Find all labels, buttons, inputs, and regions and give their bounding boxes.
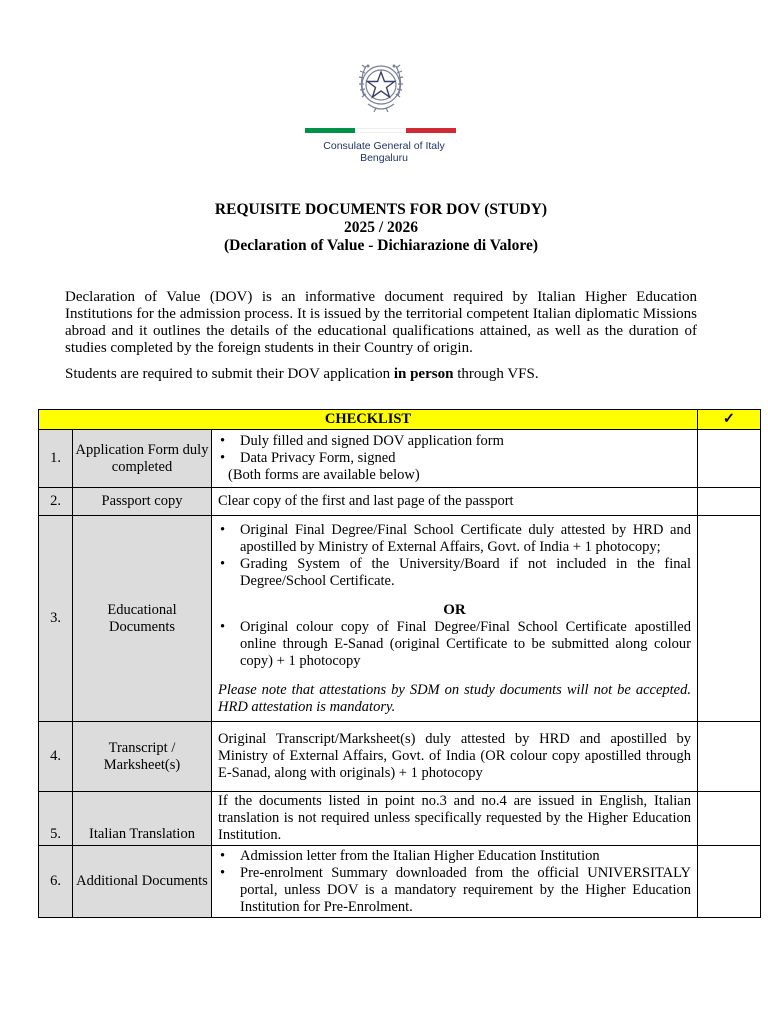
italian-flag-bar <box>305 128 456 133</box>
intro-paragraph: Declaration of Value (DOV) is an informative document required by Italian Higher Education Institutions for the admission process. It is issued by the territorial competent Italian diplomatic Missions abroad and it outlines the details of the educational qualifications attained, as well as the duration of studies completed by the foreign students in their Country of origin. <box>65 289 697 356</box>
consulate-name: Consulate General of Italy <box>323 140 445 152</box>
bullet-item: • Data Privacy Form, signed <box>218 450 691 467</box>
bullet-list <box>218 522 691 590</box>
tick-header-icon: ✓ <box>698 410 761 430</box>
row-number: 4. <box>39 722 73 792</box>
row-content <box>212 430 698 488</box>
submit-text-before: Students are required to submit their DOV application <box>65 366 394 382</box>
checklist-table <box>38 409 761 918</box>
flag-red <box>406 128 456 133</box>
row-number: 5. <box>39 792 73 846</box>
tick-cell[interactable] <box>698 792 761 846</box>
row-label: Transcript / Marksheet(s) <box>73 722 212 792</box>
checklist-row-4 <box>39 722 761 792</box>
row-content <box>212 516 698 722</box>
bullet-list <box>218 848 691 916</box>
row-label: Additional Documents <box>73 846 212 918</box>
bullet-item: • Original colour copy of Final Degree/Final School Certificate apostilled online through E-Sanad (original Certificate to be submitted along colour copy) + 1 photocopy <box>218 619 691 670</box>
submit-text-bold: in person <box>393 366 454 382</box>
attestation-note: Please note that attestations by SDM on study documents will not be accepted. HRD attestation is mandatory. <box>218 681 691 715</box>
bullet-list-alt <box>218 619 691 670</box>
document-title: REQUISITE DOCUMENTS FOR DOV (STUDY) <box>214 201 548 218</box>
checklist-row-2 <box>39 488 761 516</box>
checklist-header: CHECKLIST <box>39 410 698 430</box>
checklist-row-1 <box>39 430 761 488</box>
checklist-row-5 <box>39 792 761 846</box>
row-number: 1. <box>39 430 73 488</box>
checklist-row-6 <box>39 846 761 918</box>
bullet-item: • Original Final Degree/Final School Certificate duly attested by HRD and apostilled by Ministry of External Affairs, Govt. of India + 1 photocopy; <box>218 522 691 556</box>
italian-republic-emblem-icon <box>350 56 412 118</box>
row-content: Clear copy of the first and last page of the passport <box>212 488 698 516</box>
consulate-city: Bengaluru <box>360 152 408 164</box>
submit-text-after: through VFS. <box>453 366 539 382</box>
tick-cell[interactable] <box>698 430 761 488</box>
forms-note: (Both forms are available below) <box>228 467 420 483</box>
row-number: 6. <box>39 846 73 918</box>
document-subtitle: (Declaration of Value - Dichiarazione di Valore) <box>224 237 538 254</box>
bullet-list <box>218 433 691 467</box>
bullet-item: • Grading System of the University/Board if not included in the final Degree/School Certificate. <box>218 556 691 590</box>
row-label: Application Form duly completed <box>73 430 212 488</box>
tick-cell[interactable] <box>698 516 761 722</box>
row-label: Italian Translation <box>73 792 212 846</box>
row-label: Passport copy <box>73 488 212 516</box>
checklist-header-row <box>39 410 761 430</box>
row-number: 3. <box>39 516 73 722</box>
bullet-item: • Pre-enrolment Summary downloaded from the official UNIVERSITALY portal, unless DOV is a mandatory requirement by the Higher Education Institution for Pre-Enrolment. <box>218 865 691 916</box>
bullet-item: • Duly filled and signed DOV application form <box>218 433 691 450</box>
row-content: Original Transcript/Marksheet(s) duly attested by HRD and apostilled by Ministry of External Affairs, Govt. of India (OR colour copy apostilled through E-Sanad, along with originals) + 1 photocopy <box>212 722 698 792</box>
row-label: Educational Documents <box>73 516 212 722</box>
flag-green <box>305 128 355 133</box>
bullet-item: • Admission letter from the Italian Higher Education Institution <box>218 848 691 865</box>
tick-cell[interactable] <box>698 722 761 792</box>
tick-cell[interactable] <box>698 846 761 918</box>
tick-cell[interactable] <box>698 488 761 516</box>
submit-instruction <box>65 366 697 383</box>
or-separator: OR <box>443 601 466 618</box>
row-content <box>212 846 698 918</box>
document-year: 2025 / 2026 <box>343 219 419 236</box>
row-number: 2. <box>39 488 73 516</box>
row-content: If the documents listed in point no.3 and no.4 are issued in English, Italian translation is not required unless specifically requested by the Higher Education Institution. <box>212 792 698 846</box>
flag-white <box>355 128 405 133</box>
checklist-row-3 <box>39 516 761 722</box>
